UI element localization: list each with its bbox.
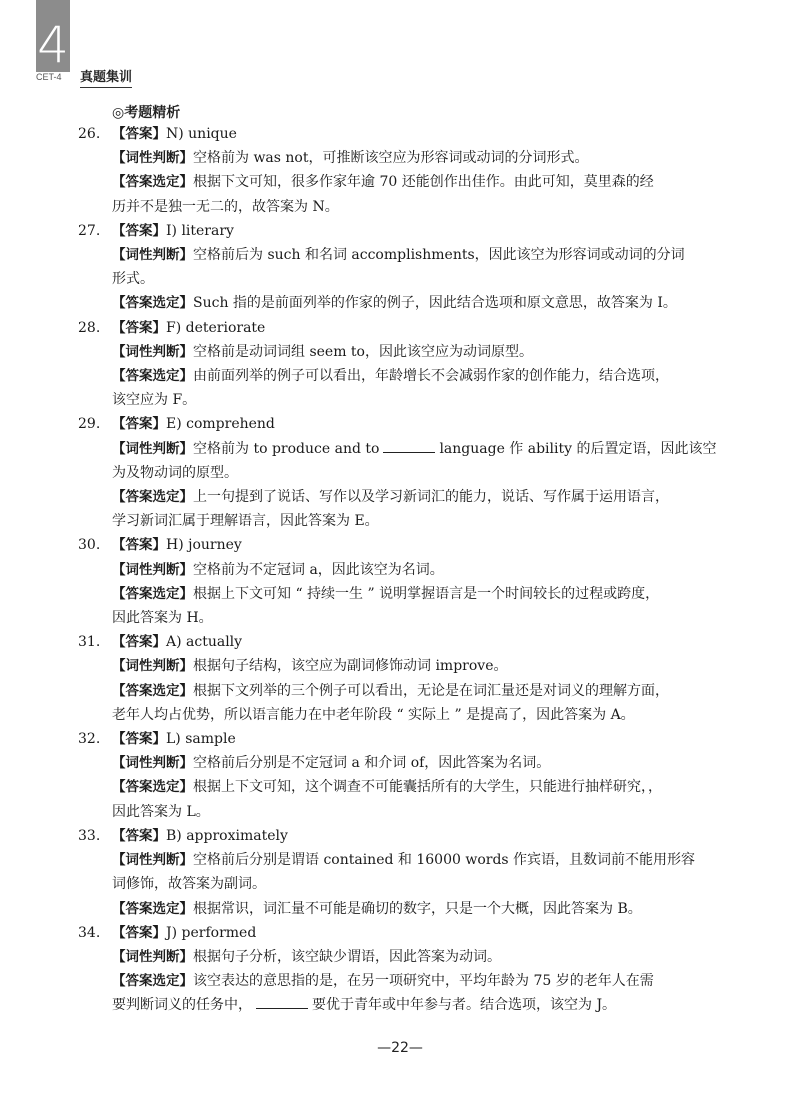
pos-text: 空格前后分别是谓语 contained 和 16000 words 作宾语，且数词前不能用形容: [193, 852, 696, 869]
pos-tag: 【词性判断】: [112, 852, 193, 869]
pos-text: 空格前后分别是不定冠词 a 和介词 of，因此答案为名词。: [193, 755, 551, 772]
choice-text-cont: 因此答案为 L。: [112, 803, 210, 820]
answer-value: A) actually: [166, 634, 243, 651]
choice-tag: 【答案选定】: [112, 295, 193, 312]
answer-tag: 【答案】: [112, 827, 166, 844]
question-number: 27.: [78, 222, 101, 239]
page-number: —22—: [377, 1040, 423, 1056]
choice-text: 根据上下文可知 “ 持续一生 ” 说明掌握语言是一个时间较长的过程或跨度，: [193, 585, 660, 602]
choice-text-cont: 因此答案为 H。: [112, 610, 213, 627]
question-entry: [78, 122, 728, 219]
choice-tag: 【答案选定】: [112, 174, 193, 191]
pos-text: 根据句子结构，该空应为副词修饰动词 improve。: [193, 658, 508, 675]
choice-text: Such 指的是前面列举的作家的例子，因此结合选项和原文意思，故答案为 I。: [193, 295, 677, 312]
answer-tag: 【答案】: [112, 924, 166, 941]
choice-text-cont: 历并不是独一无二的，故答案为 N。: [112, 198, 339, 215]
choice-text-cont: 学习新词汇属于理解语言，因此答案为 E。: [112, 513, 379, 530]
choice-tag: 【答案选定】: [112, 779, 193, 796]
answer-tag: 【答案】: [112, 319, 166, 336]
pos-tag: 【词性判断】: [112, 948, 193, 965]
answer-tag: 【答案】: [112, 222, 166, 239]
question-entry: [78, 316, 728, 413]
question-number: 31.: [78, 634, 101, 651]
choice-text: 由前面列举的例子可以看出，年龄增长不会减弱作家的创作能力，结合选项，: [193, 368, 669, 385]
question-entry: [78, 533, 728, 630]
answer-tag: 【答案】: [112, 537, 166, 554]
choice-text: 根据常识，词汇量不可能是确切的数字，只是一个大概，因此答案为 B。: [193, 900, 642, 917]
choice-text: 根据下文可知，很多作家年逾 70 还能创作出佳作。由此可知，莫里森的经: [193, 174, 654, 191]
question-number: 30.: [78, 537, 101, 554]
pos-text: 空格前为不定冠词 a，因此该空为名词。: [193, 561, 444, 578]
question-entry: [78, 630, 728, 727]
answer-value: I) literary: [166, 222, 234, 239]
answer-tag: 【答案】: [112, 731, 166, 748]
choice-tag: 【答案选定】: [112, 682, 193, 699]
choice-tag: 【答案选定】: [112, 900, 193, 917]
fill-blank: [383, 440, 435, 453]
pos-tag: 【词性判断】: [112, 658, 193, 675]
answer-tag: 【答案】: [112, 416, 166, 433]
pos-tag: 【词性判断】: [112, 755, 193, 772]
series-title: 真题集训: [80, 66, 132, 88]
chapter-tab: [36, 0, 70, 72]
pos-text: language 作 ability 的后置定语，因此该空: [439, 440, 717, 457]
answer-analysis: [78, 122, 728, 1018]
choice-tag: 【答案选定】: [112, 585, 193, 602]
exam-label: CET-4: [36, 72, 62, 82]
pos-text-cont: 形式。: [112, 271, 154, 288]
pos-text: 空格前是动词词组 seem to，因此该空应为动词原型。: [193, 343, 533, 360]
question-entry: [78, 727, 728, 824]
answer-value: L) sample: [166, 731, 236, 748]
pos-text: 空格前为 was not，可推断该空应为形容词或动词的分词形式。: [193, 150, 589, 167]
question-number: 33.: [78, 827, 101, 844]
answer-value: H) journey: [166, 537, 242, 554]
question-entry: [78, 824, 728, 921]
pos-tag: 【词性判断】: [112, 150, 193, 167]
question-number: 29.: [78, 416, 101, 433]
choice-tag: 【答案选定】: [112, 368, 193, 385]
answer-value: N) unique: [166, 126, 237, 142]
pos-text: 空格前后为 such 和名词 accomplishments，因此该空为形容词或动词的分词: [193, 247, 685, 264]
answer-tag: 【答案】: [112, 126, 166, 142]
pos-text: 空格前为 to produce and to: [193, 440, 380, 457]
answer-value: E) comprehend: [166, 416, 275, 433]
section-title: ◎考题精析: [112, 105, 181, 121]
pos-text-cont: 为及物动词的原型。: [112, 464, 238, 481]
choice-text-cont: 要判断词义的任务中，: [112, 997, 252, 1014]
answer-tag: 【答案】: [112, 634, 166, 651]
choice-text-cont: 该空应为 F。: [112, 392, 197, 409]
pos-tag: 【词性判断】: [112, 247, 193, 264]
choice-text-cont: 老年人均占优势，所以语言能力在中老年阶段 “ 实际上 ” 是提高了，因此答案为 A。: [112, 706, 635, 723]
pos-tag: 【词性判断】: [112, 343, 193, 360]
pos-text: 根据句子分析，该空缺少谓语，因此答案为动词。: [193, 948, 501, 965]
question-entry: [78, 921, 728, 1018]
question-number: 34.: [78, 924, 101, 941]
pos-tag: 【词性判断】: [112, 561, 193, 578]
pos-tag: 【词性判断】: [112, 440, 193, 457]
choice-text-cont: 要优于青年或中年参与者。结合选项，该空为 J。: [312, 997, 617, 1014]
answer-value: B) approximately: [166, 827, 288, 844]
answer-value: F) deteriorate: [166, 319, 266, 336]
choice-tag: 【答案选定】: [112, 489, 193, 506]
pos-text-cont: 词修饰，故答案为副词。: [112, 876, 266, 893]
choice-text: 根据下文列举的三个例子可以看出，无论是在词汇量还是对词义的理解方面，: [193, 682, 669, 699]
choice-text: 根据上下文可知，这个调查不可能囊括所有的大学生，只能进行抽样研究，，: [193, 779, 662, 796]
answer-value: J) performed: [166, 924, 257, 941]
question-number: 26.: [78, 126, 101, 142]
fill-blank: [256, 996, 308, 1009]
choice-tag: 【答案选定】: [112, 973, 193, 990]
question-number: 28.: [78, 319, 101, 336]
question-entry: [78, 412, 728, 533]
choice-text: 该空表达的意思指的是，在另一项研究中，平均年龄为 75 岁的老年人在需: [193, 973, 654, 990]
question-entry: [78, 219, 728, 316]
chapter-number: 4: [37, 16, 69, 74]
choice-text: 上一句提到了说话、写作以及学习新词汇的能力，说话、写作属于运用语言，: [193, 489, 669, 506]
question-number: 32.: [78, 731, 101, 748]
